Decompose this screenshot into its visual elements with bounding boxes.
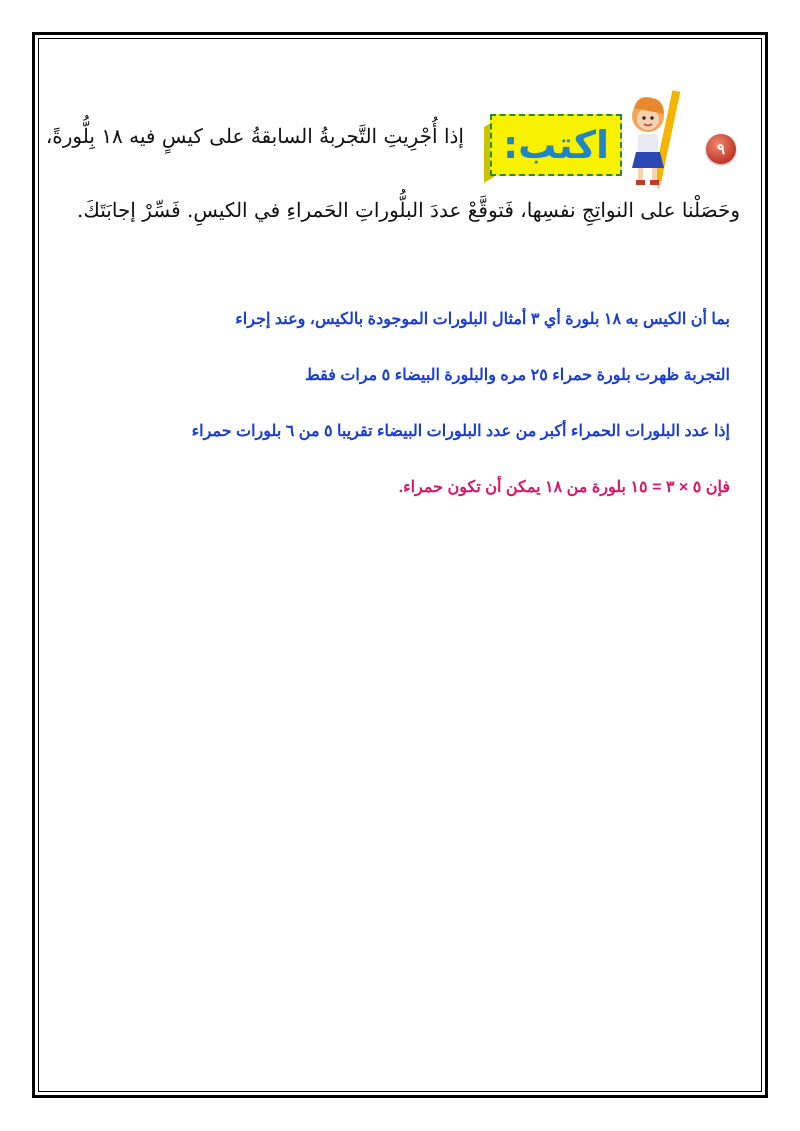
answer-line-1: بما أن الكيس به ١٨ بلورة أي ٣ أمثال البلورات الموجودة بالكيس، وعند إجراء <box>235 311 730 328</box>
page-border-inner <box>38 38 762 1092</box>
girl-with-pencil-icon <box>618 90 688 190</box>
answer-line-2: التجربة ظهرت بلورة حمراء ٢٥ مره والبلورة البيضاء ٥ مرات فقط <box>304 367 730 384</box>
write-label: اكتب: <box>502 123 610 167</box>
write-label-box <box>490 114 622 176</box>
question-text-line-2: وحَصَلْنا على النواتِجِ نفسِها، فَتوقَّعْ عددَ البلُّوراتِ الحَمراءِ في الكيسِ. فَسِّرْ إجابَتَكَ. <box>77 198 740 222</box>
answer-line-3: إذا عدد البلورات الحمراء أكبر من عدد البلورات البيضاء تقريبا ٥ من ٦ بلورات حمراء <box>191 423 730 440</box>
question-number-badge: ٩ <box>706 134 736 164</box>
question-text-line-1: إذا أُجْرِيتِ التَّجربةُ السابقةُ على كيسٍ فيه ١٨ بِلُّورةً، <box>45 124 464 148</box>
answer-block <box>58 292 730 516</box>
answer-line-4-conclusion: فإن ٥ × ٣ = ١٥ بلورة من ١٨ يمكن أن تكون حمراء. <box>398 479 730 496</box>
